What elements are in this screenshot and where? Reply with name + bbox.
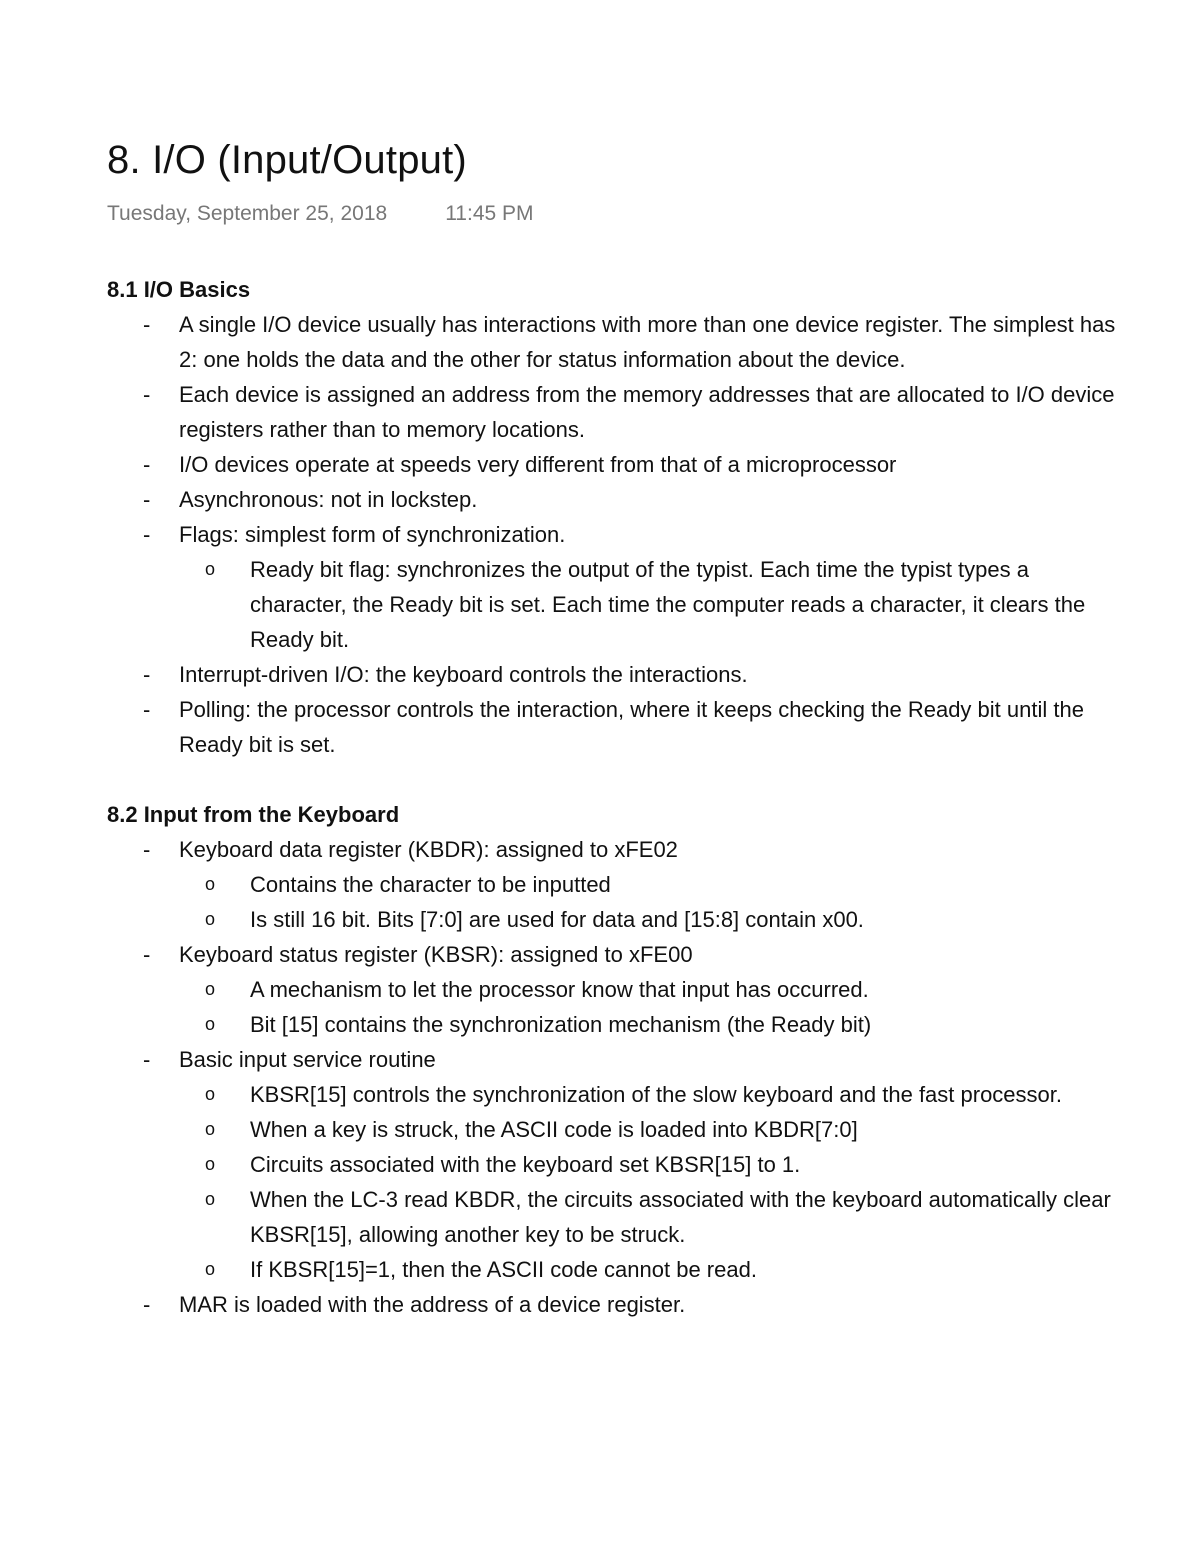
- circle-bullet: o: [205, 1014, 216, 1034]
- circle-bullet: o: [205, 874, 216, 894]
- list-item-text: Basic input service routine: [179, 1047, 436, 1072]
- list-item-text: Flags: simplest form of synchronization.: [179, 522, 566, 547]
- sub-list-item: [179, 1077, 1117, 1112]
- circle-bullet: o: [205, 1259, 216, 1279]
- list-item-text: Keyboard data register (KBDR): assigned to xFE02: [179, 837, 678, 862]
- sub-list-item: [179, 972, 1117, 1007]
- dash-bullet: -: [143, 382, 151, 407]
- sub-list-item-text: Contains the character to be inputted: [250, 872, 611, 897]
- sub-list-item-text: Bit [15] contains the synchronization mechanism (the Ready bit): [250, 1012, 872, 1037]
- dash-bullet: -: [143, 697, 151, 722]
- sub-list-item-text: A mechanism to let the processor know that input has occurred.: [250, 977, 869, 1002]
- section-heading-io-basics: 8.1 I/O Basics: [107, 277, 251, 302]
- sub-list-item-text: When a key is struck, the ASCII code is loaded into KBDR[7:0]: [250, 1117, 858, 1142]
- dash-bullet: -: [143, 837, 151, 862]
- list-item: [107, 832, 1117, 937]
- circle-bullet: o: [205, 1119, 216, 1139]
- sub-list: [179, 867, 1117, 937]
- list-item: [107, 517, 1117, 657]
- list-item: [107, 1042, 1117, 1287]
- page-title: 8. I/O (Input/Output): [107, 138, 467, 182]
- sub-list-item-text: Circuits associated with the keyboard set KBSR[15] to 1.: [250, 1152, 801, 1177]
- dash-bullet: -: [143, 312, 151, 337]
- list-item-text: Asynchronous: not in lockstep.: [179, 487, 478, 512]
- list-item: [107, 1287, 1117, 1322]
- sub-list-item-text: If KBSR[15]=1, then the ASCII code cannot be read.: [250, 1257, 757, 1282]
- sub-list-item: [179, 1252, 1117, 1287]
- circle-bullet: o: [205, 979, 216, 999]
- circle-bullet: o: [205, 1084, 216, 1104]
- list-item: [107, 377, 1117, 447]
- circle-bullet: o: [205, 909, 216, 929]
- list-item-text: Interrupt-driven I/O: the keyboard controls the interactions.: [179, 662, 748, 687]
- list-item: [107, 657, 1117, 692]
- circle-bullet: o: [205, 1154, 216, 1174]
- sub-list-item: [179, 1147, 1117, 1182]
- dash-bullet: -: [143, 1292, 151, 1317]
- list-item: [107, 447, 1117, 482]
- sub-list-item: [179, 552, 1117, 657]
- sub-list-item: [179, 1182, 1117, 1252]
- circle-bullet: o: [205, 559, 216, 579]
- section-heading-keyboard-input: 8.2 Input from the Keyboard: [107, 802, 400, 827]
- dash-bullet: -: [143, 487, 151, 512]
- list-item: [107, 937, 1117, 1042]
- dash-bullet: -: [143, 942, 151, 967]
- sub-list-item: [179, 867, 1117, 902]
- page-date: Tuesday, September 25, 2018: [107, 202, 388, 225]
- list-item-text: I/O devices operate at speeds very different from that of a microprocessor: [179, 452, 897, 477]
- sub-list-item: [179, 1007, 1117, 1042]
- list-item-text: MAR is loaded with the address of a device register.: [179, 1292, 686, 1317]
- sub-list-item-text: When the LC-3 read KBDR, the circuits associated with the keyboard automatically clear KBSR[15], allowing another key to be struck.: [250, 1187, 1111, 1247]
- sub-list: [179, 972, 1117, 1042]
- dash-bullet: -: [143, 452, 151, 477]
- dash-bullet: -: [143, 662, 151, 687]
- list-item: [107, 692, 1117, 762]
- section-list-io-basics: [107, 307, 1117, 762]
- list-item-text: Polling: the processor controls the interaction, where it keeps checking the Ready bit until the Ready bit is set.: [179, 697, 1084, 757]
- list-item-text: A single I/O device usually has interactions with more than one device register. The simplest has 2: one holds the data and the other for status information about the device.: [179, 312, 1116, 372]
- list-item: [107, 482, 1117, 517]
- sub-list-item-text: KBSR[15] controls the synchronization of the slow keyboard and the fast processor.: [250, 1082, 1063, 1107]
- sub-list-item: [179, 1112, 1117, 1147]
- sub-list: [179, 552, 1117, 657]
- page-meta: [107, 200, 1117, 228]
- sub-list: [179, 1077, 1117, 1287]
- section-list-keyboard-input: [107, 832, 1117, 1322]
- list-item-text: Each device is assigned an address from the memory addresses that are allocated to I/O device registers rather than to memory locations.: [179, 382, 1115, 442]
- list-item: [107, 307, 1117, 377]
- sub-list-item-text: Is still 16 bit. Bits [7:0] are used for data and [15:8] contain x00.: [250, 907, 864, 932]
- circle-bullet: o: [205, 1189, 216, 1209]
- note-page: [107, 132, 1117, 1322]
- list-item-text: Keyboard status register (KBSR): assigned to xFE00: [179, 942, 693, 967]
- dash-bullet: -: [143, 522, 151, 547]
- page-time: 11:45 PM: [445, 202, 534, 225]
- sub-list-item-text: Ready bit flag: synchronizes the output of the typist. Each time the typist types a character, the Ready bit is set. Each time the computer reads a character, it clears the Ready bit.: [250, 557, 1086, 652]
- sub-list-item: [179, 902, 1117, 937]
- dash-bullet: -: [143, 1047, 151, 1072]
